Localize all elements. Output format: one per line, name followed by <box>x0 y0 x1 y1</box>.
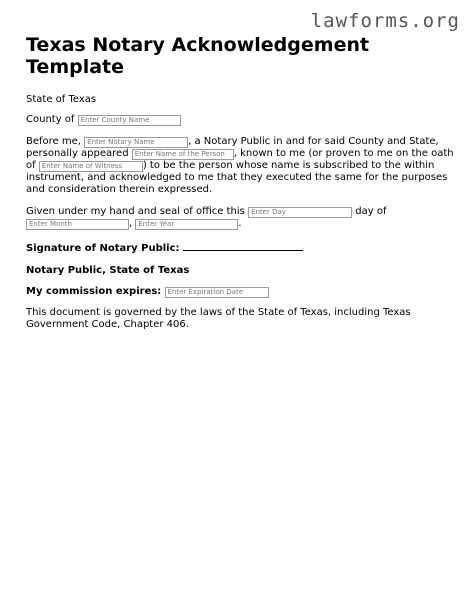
acknowledgement-paragraph <box>26 136 456 196</box>
given-under-hand-paragraph <box>26 206 456 230</box>
day-input[interactable] <box>248 207 352 218</box>
ack-text-4: ) to be the person whose name is subscribed to the within instrument, and acknowledged to me that they executed the same for the purposes and consideration therein expressed. <box>26 160 448 195</box>
notary-name-input[interactable] <box>84 137 188 148</box>
county-label: County of <box>26 114 75 125</box>
witness-name-input[interactable] <box>39 161 143 172</box>
signature-label: Signature of Notary Public: <box>26 243 180 254</box>
document-page <box>26 34 456 331</box>
year-input[interactable] <box>135 219 238 230</box>
signature-blank-line <box>183 241 303 251</box>
month-input[interactable] <box>26 219 129 230</box>
lawforms-watermark: lawforms.org <box>310 10 460 32</box>
governing-law-paragraph: This document is governed by the laws of the State of Texas, including Texas Government Code, Chapter 406. <box>26 307 411 330</box>
given-text-4: . <box>238 218 242 229</box>
given-text-1: Given under my hand and seal of office this <box>26 206 245 217</box>
ack-text-1: Before me, <box>26 136 81 147</box>
person-name-input[interactable] <box>132 149 234 160</box>
signature-line <box>26 241 456 255</box>
given-text-3: , <box>129 218 133 229</box>
commission-label: My commission expires: <box>26 286 162 297</box>
commission-line <box>26 286 456 298</box>
ack-text-2: , a Notary Public in and for said County and State, personally appeared <box>26 136 439 159</box>
county-name-input[interactable] <box>78 115 181 126</box>
ack-text-3: , known to me (or proven to me on the oath of <box>26 148 454 171</box>
document-title: Texas Notary Acknowledgement Template <box>26 34 370 78</box>
county-line <box>26 114 456 126</box>
state-line: State of Texas <box>26 94 97 105</box>
given-text-2: day of <box>355 206 387 217</box>
expiration-date-input[interactable] <box>165 287 269 298</box>
notary-public-line: Notary Public, State of Texas <box>26 265 190 276</box>
